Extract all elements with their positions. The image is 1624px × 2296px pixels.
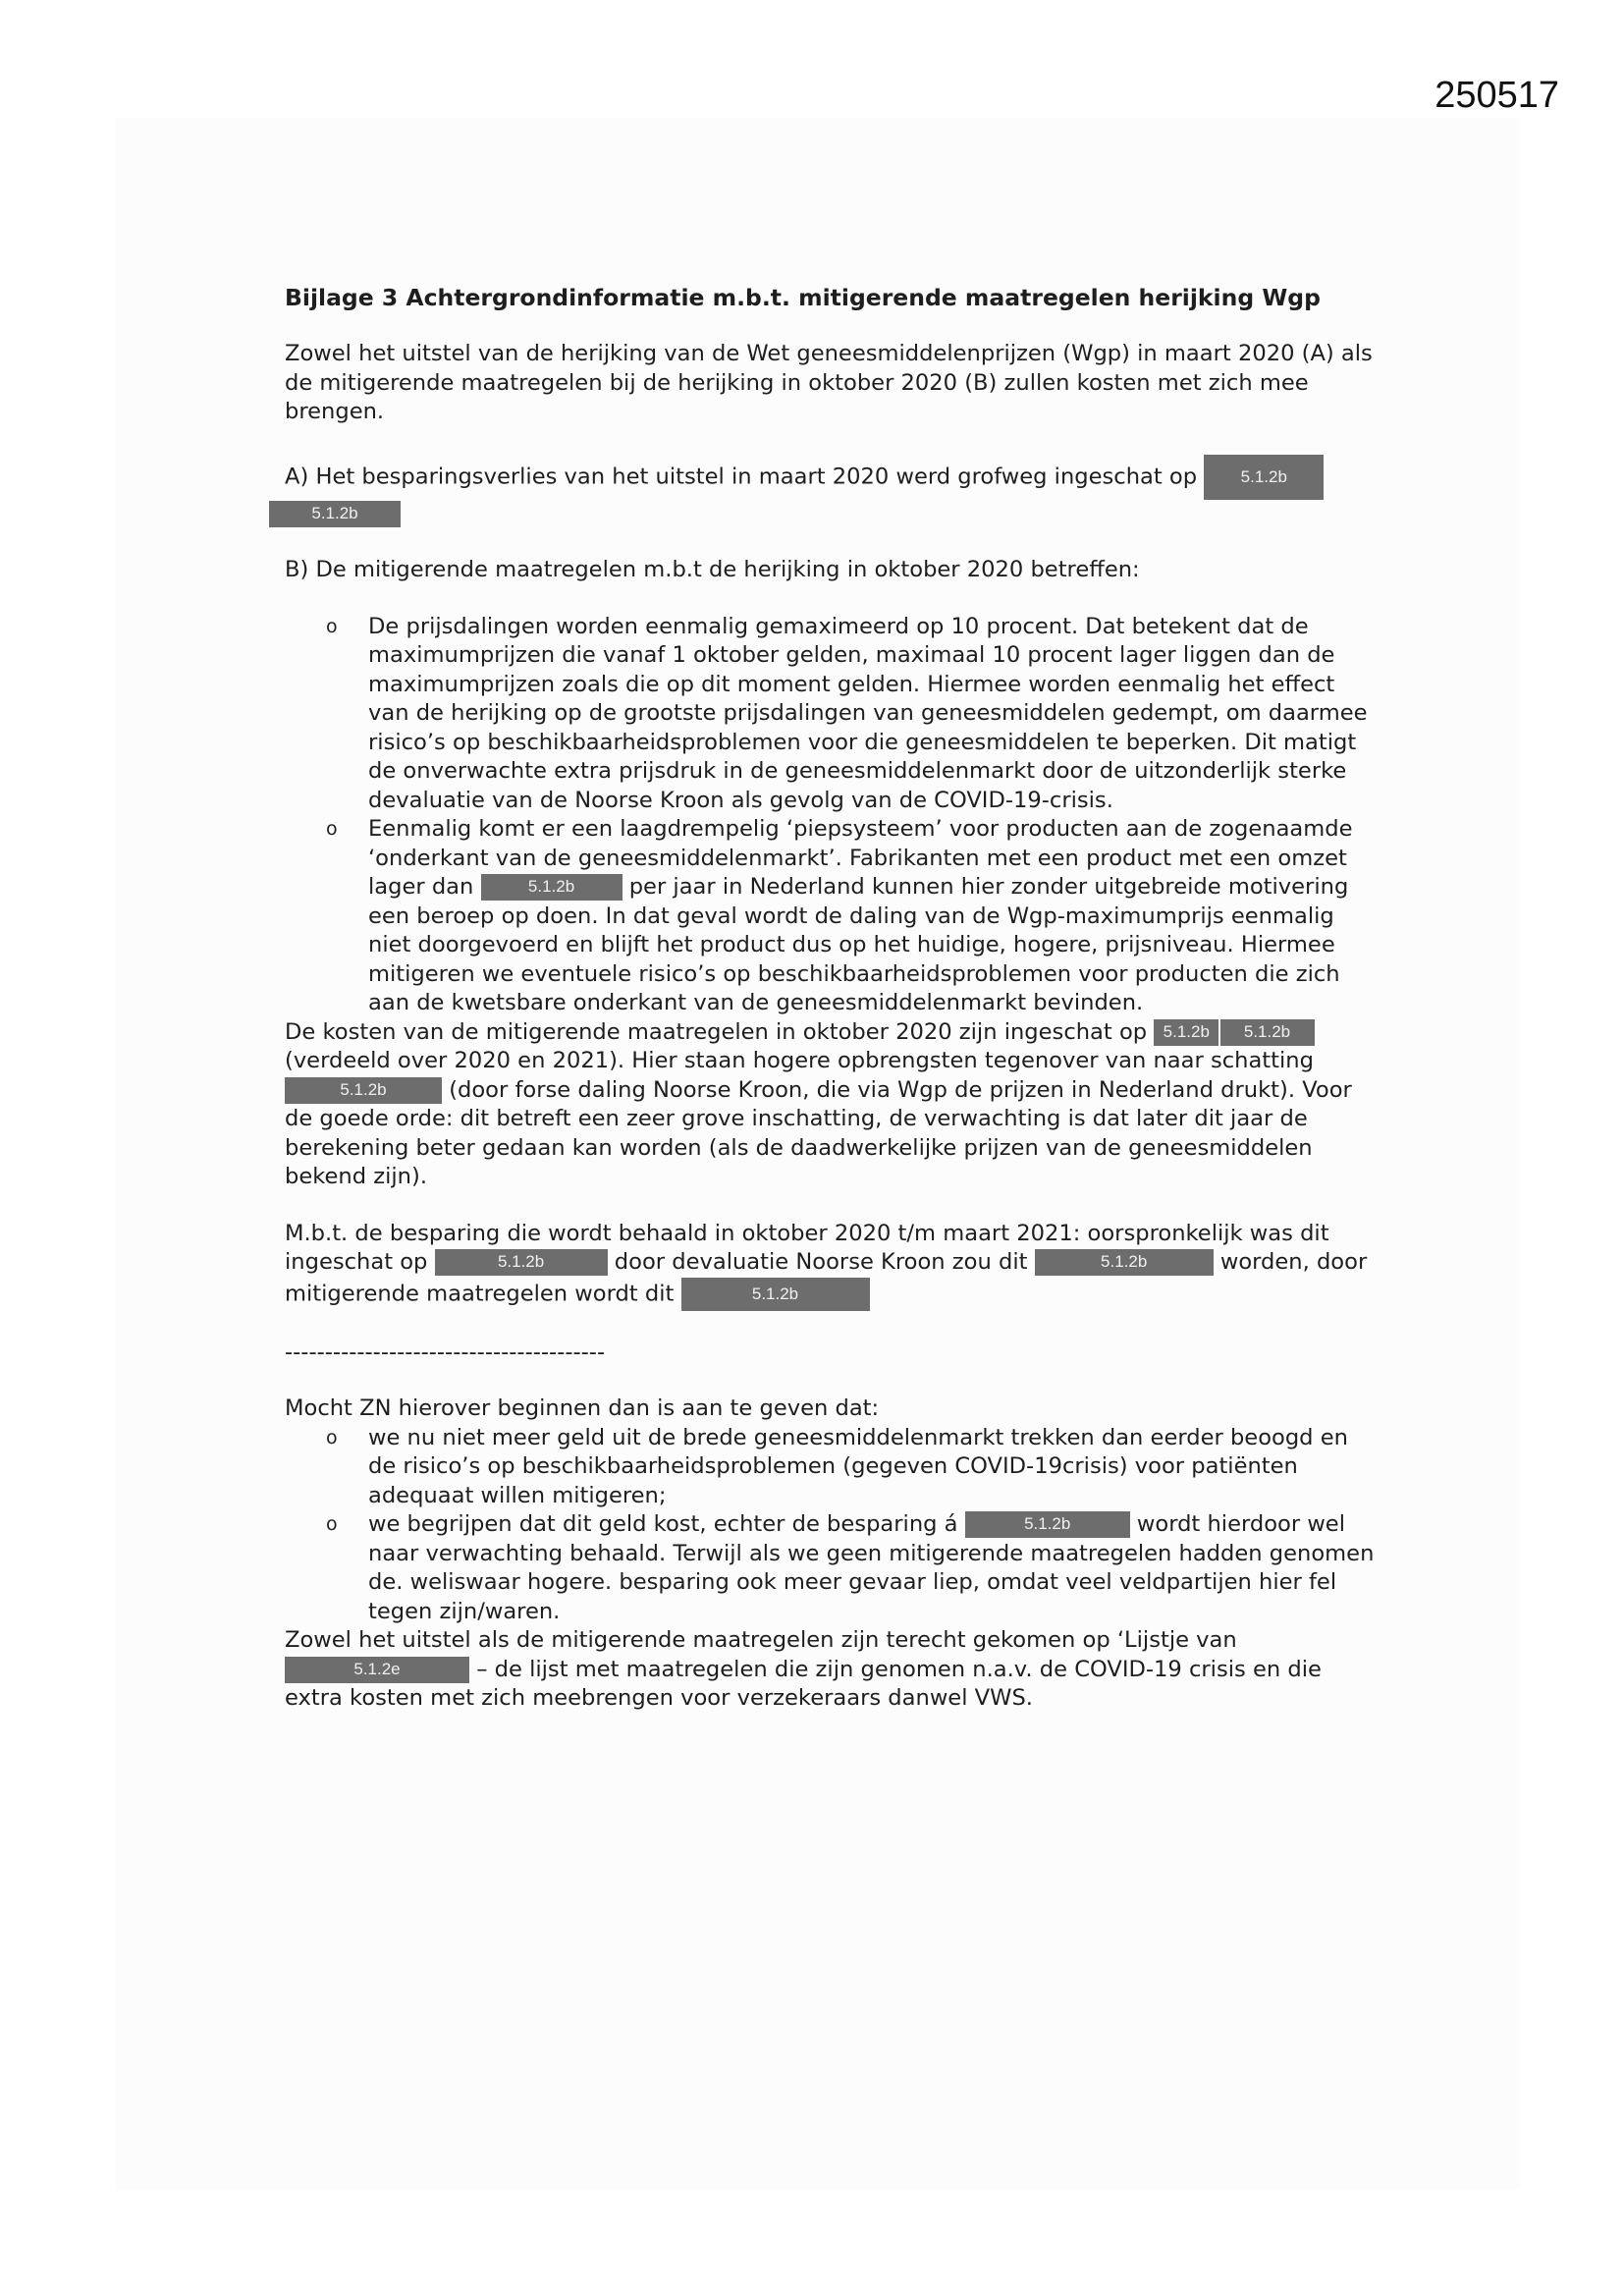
document-body (285, 283, 1375, 1714)
zn-list (285, 1424, 1375, 1627)
costs-text-a: De kosten van de mitigerende maatregelen in oktober 2020 zijn ingeschat op (285, 1018, 1148, 1045)
section-a-paragraph (285, 455, 1375, 529)
redaction-block: 5.1.2b (481, 874, 623, 901)
redaction-block: 5.1.2b (681, 1278, 870, 1311)
bullet-circle-icon: o (326, 818, 338, 840)
bullet-circle-icon: o (326, 1513, 338, 1535)
redaction-block: 5.1.2b (269, 501, 401, 527)
document-heading: Bijlage 3 Achtergrondinformatie m.b.t. mitigerende maatregelen herijking Wgp (285, 284, 1321, 311)
costs-paragraph (285, 1018, 1375, 1192)
list-item (285, 815, 1375, 1018)
bullet-circle-icon: o (326, 615, 338, 637)
savings-text-b: door devaluatie Noorse Kroon zou dit (614, 1249, 1028, 1275)
list-item (285, 1424, 1375, 1511)
list-item (285, 1510, 1375, 1626)
measures-list (285, 613, 1375, 1018)
measure-1-text: De prijsdalingen worden eenmalig gemaximeerd op 10 procent. Dat betekent dat de maximumprijzen die vanaf 1 oktober gelden, maximaal 10 procent lager liggen dan de maximumprijzen zoals die op dit moment gelden. Hiermee worden eenmalig het effect van de herijking op de grootste prijsdalingen van geneesmiddelen gedempt, om daarmee risico’s op beschikbaarheidsproblemen voor die geneesmiddelen te beperken. Dit matigt de onverwachte extra prijsdruk in de geneesmiddelenmarkt door de uitzonderlijk sterke devaluatie van de Noorse Kroon als gevolg van de COVID-19-crisis. (368, 613, 1368, 813)
measure-2-text-a: Eenmalig komt er een laagdrempelig ‘piepsysteem’ voor producten aan de zogenaamde ‘onderkant van de geneesmiddelenmarkt’. Fabrikanten met een product met een omzet lager dan (368, 816, 1353, 900)
savings-text-c: worden, door mitigerende maatregelen wordt dit (285, 1249, 1368, 1306)
section-a-text: A) Het besparingsverlies van het uitstel in maart 2020 werd grofweg ingeschat op (285, 464, 1198, 489)
divider-line: ---------------------------------------- (285, 1339, 606, 1365)
zn-2-text-a: we begrijpen dat dit geld kost, echter de besparing á (368, 1511, 958, 1537)
closing-text-a: Zowel het uitstel als de mitigerende maatregelen zijn terecht gekomen op ‘Lijstje van (285, 1627, 1237, 1653)
closing-text-b: – de lijst met maatregelen die zijn genomen n.a.v. de COVID-19 crisis en die extra kosten met zich meebrengen voor verzekeraars danwel VWS. (285, 1656, 1322, 1711)
document-number: 250517 (1435, 75, 1559, 116)
list-item (285, 613, 1375, 816)
redaction-block: 5.1.2b (435, 1249, 608, 1276)
costs-text-c: (door forse daling Noorse Kroon, die via Wgp de prijzen in Nederland drukt). Voor de goede orde: dit betreft een zeer grove inschatting, de verwachting is dat later dit jaar de berekening beter gedaan kan worden (als de daadwerkelijke prijzen van de geneesmiddelen bekend zijn). (285, 1076, 1352, 1189)
redaction-block: 5.1.2b (965, 1511, 1130, 1538)
zn-2-text-b: wordt hierdoor wel naar verwachting behaald. Terwijl als we geen mitigerende maatregelen hadden genomen de. weliswaar hogere. besparing ook meer gevaar liep, omdat veel veldpartijen hier fel tegen zijn/waren. (368, 1511, 1375, 1624)
zn-intro: Mocht ZN hierover beginnen dan is aan te geven dat: (285, 1395, 880, 1421)
redaction-block: 5.1.2b (1035, 1249, 1214, 1276)
redaction-block: 5.1.2b (1220, 1019, 1315, 1046)
costs-text-b: (verdeeld over 2020 en 2021). Hier staan hogere opbrengsten tegenover van naar schatting (285, 1048, 1314, 1073)
savings-paragraph (285, 1220, 1375, 1311)
section-b-heading: B) De mitigerende maatregelen m.b.t de herijking in oktober 2020 betreffen: (285, 557, 1140, 582)
bullet-circle-icon: o (326, 1426, 338, 1449)
closing-paragraph (285, 1626, 1375, 1714)
savings-text-a: M.b.t. de besparing die wordt behaald in oktober 2020 t/m maart 2021: oorspronkelijk was dit ingeschat op (285, 1220, 1329, 1275)
redaction-block: 5.1.2b (285, 1077, 442, 1104)
zn-1-text: we nu niet meer geld uit de brede geneesmiddelenmarkt trekken dan eerder beoogd en de risico’s op beschikbaarheidsproblemen (gegeven COVID-19crisis) voor patiënten adequaat willen mitigeren; (368, 1424, 1348, 1508)
redaction-block: 5.1.2e (285, 1657, 469, 1683)
measure-2-text-b: per jaar in Nederland kunnen hier zonder uitgebreide motivering een beroep op doen. In dat geval wordt de daling van de Wgp-maximumprijs eenmalig niet doorgevoerd en blijft het product dus op het huidige, hogere, prijsniveau. Hiermee mitigeren we eventuele risico’s op beschikbaarheidsproblemen voor producten die zich aan de kwetsbare onderkant van de geneesmiddelenmarkt bevinden. (368, 874, 1349, 1015)
redaction-block: 5.1.2b (1204, 455, 1324, 500)
intro-paragraph: Zowel het uitstel van de herijking van de Wet geneesmiddelenprijzen (Wgp) in maart 2020 (A) als de mitigerende maatregelen bij de herijking in oktober 2020 (B) zullen kosten met zich mee brengen. (285, 341, 1373, 424)
redaction-block: 5.1.2b (1154, 1019, 1218, 1046)
